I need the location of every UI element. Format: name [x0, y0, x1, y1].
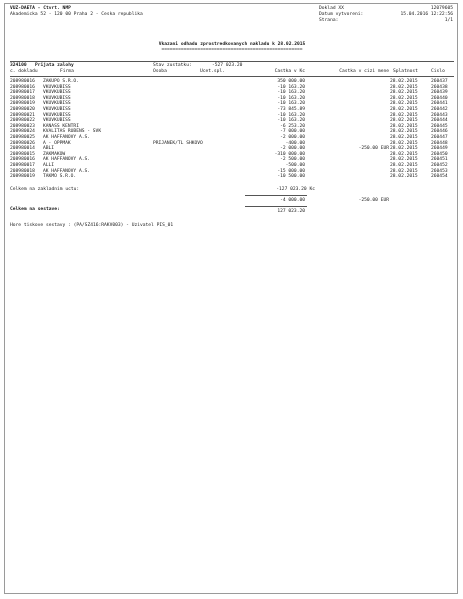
row-cislo: 260446 [431, 129, 448, 135]
row-cislo: 260444 [431, 118, 448, 124]
row-doc: 208980014 [10, 146, 35, 152]
row-cislo: 260454 [431, 174, 448, 180]
row-cislo: 260438 [431, 84, 448, 90]
account-total-value: -127 023.20 Kc [276, 187, 315, 192]
row-cislo: 260447 [431, 135, 448, 140]
row-cislo: 260437 [431, 79, 448, 84]
account-code: 324100 [10, 63, 27, 68]
col-cislo: Cislo [431, 69, 445, 74]
row-firma: VKUVKUBISS [43, 112, 71, 118]
grand-total-value: 127 023.20 [277, 209, 305, 214]
row-castka: -10 500.00 [277, 174, 305, 180]
meta-datum: 15.04.2016 12:22:56 [400, 12, 453, 17]
col-firma: Firma [60, 69, 74, 74]
col-castka: Castka v Kc [274, 69, 305, 74]
row-castka: -10 163.20 [277, 84, 305, 90]
row-doc: 208980022 [10, 118, 35, 124]
row-cislo: 260448 [431, 140, 448, 146]
row-castka: -15 000.00 [277, 168, 305, 174]
row-splatnost: 28.02.2015 [390, 135, 418, 140]
row-splatnost: 28.02.2015 [390, 151, 418, 157]
row-doc: 208980020 [10, 107, 35, 112]
row-mena: -250.00 EUR [358, 146, 389, 152]
col-ucet: Ucet.spl. [200, 69, 225, 74]
balance-value: -527 023.20 [212, 63, 243, 68]
report-title: Vkazani odhadu zprostredkovanych nakladu k 28.02.2015 [158, 42, 306, 47]
row-firma: AK HAFFANOVY A.S. [43, 135, 91, 140]
row-castka: -2 000.00 [280, 146, 305, 152]
row-castka: -500.00 [285, 163, 305, 168]
row-doc: 208980016 [10, 84, 35, 90]
row-doc: 208980025 [10, 135, 35, 140]
account-top-rule [10, 61, 454, 62]
meta-label-doklad: Doklad XX [319, 6, 344, 11]
row-doc: 208980018 [10, 168, 35, 174]
meta-strana: 1/1 [444, 18, 453, 23]
row-splatnost: 28.02.2015 [390, 123, 418, 129]
col-splatnost: Splatnost [393, 69, 418, 74]
row-cislo: 260452 [431, 163, 448, 168]
col-mena: Castka v cizi mene [339, 69, 389, 74]
row-splatnost: 28.02.2015 [390, 79, 418, 84]
row-firma: VKUVKUBISS [43, 107, 71, 112]
report-title-underline: =================================================== [161, 47, 303, 52]
subtotal-mena: -250.00 EUR [358, 198, 389, 203]
row-splatnost: 28.02.2015 [390, 157, 418, 163]
row-doc: 208980019 [10, 174, 35, 180]
row-doc: 208980017 [10, 163, 35, 168]
row-firma: VKUVKUBISS [43, 118, 71, 124]
grand-total-rule [245, 206, 307, 207]
subtotal-value: -4 000.00 [280, 198, 305, 203]
company-address: Akademicka 52 - 120 00 Praha 2 - Ceska republika [10, 12, 143, 17]
meta-label-strana: Strana: [319, 18, 339, 23]
row-doc: 208980024 [10, 129, 35, 135]
row-cislo: 260443 [431, 112, 448, 118]
row-doc: 208980021 [10, 112, 35, 118]
balance-label: Stav zustatku: [153, 63, 192, 68]
row-firma: ALLI [43, 163, 55, 168]
row-splatnost: 28.02.2015 [390, 118, 418, 124]
row-castka: -2 000.00 [280, 135, 305, 140]
row-cislo: 260449 [431, 146, 448, 152]
row-firma: KANASS KENTRI [43, 123, 79, 129]
row-cislo: 260451 [431, 157, 448, 163]
col-osoba: Osoba [153, 69, 167, 74]
row-castka: -10 163.20 [277, 95, 305, 101]
row-doc: 208980018 [10, 95, 35, 101]
row-firma: VKUVKUBISS [43, 90, 71, 96]
meta-code: 12079605 [430, 6, 453, 11]
row-splatnost: 28.02.2015 [390, 174, 418, 180]
row-splatnost: 28.02.2015 [390, 95, 418, 101]
row-firma: A - OPPMAK [43, 140, 71, 146]
meta-label-datum: Datum vytvoreni: [319, 12, 364, 17]
row-cislo: 260441 [431, 101, 448, 107]
row-firma: VKUVKUBISS [43, 101, 71, 107]
row-firma: TAKMO S.R.O. [43, 174, 77, 180]
row-splatnost: 28.02.2015 [390, 84, 418, 90]
row-castka: 350 000.00 [277, 79, 305, 84]
row-splatnost: 28.02.2015 [390, 107, 418, 112]
footer-note: Hore tiskove sestavy : (PA/SZ416:RAKV003) - Uzivatel PIS_01 [10, 223, 174, 228]
subtotal-rule [245, 195, 307, 196]
account-name: Prijata zalohy [35, 63, 74, 68]
row-splatnost: 28.02.2015 [390, 146, 418, 152]
row-firma: AK HAFFANOVY A.S. [43, 168, 91, 174]
row-doc: 208980016 [10, 79, 35, 84]
row-splatnost: 28.02.2015 [390, 129, 418, 135]
row-cislo: 260453 [431, 168, 448, 174]
row-cislo: 260442 [431, 107, 448, 112]
grand-total-label: Celkem na sestave: [10, 207, 60, 212]
row-castka: -73 845.89 [277, 107, 305, 112]
row-splatnost: 28.02.2015 [390, 101, 418, 107]
row-castka: -6 253.20 [280, 123, 305, 129]
row-splatnost: 28.02.2015 [390, 168, 418, 174]
row-doc: 208980019 [10, 101, 35, 107]
row-firma: KVALITAS RUBENS - SVK [43, 129, 102, 135]
col-doc: c. dokladu [10, 69, 38, 74]
row-castka: -10 163.20 [277, 90, 305, 96]
row-castka: -2 500.00 [280, 157, 305, 163]
row-doc: 208980026 [10, 140, 35, 146]
account-total-label: Celkem na zakladnim uctu: [10, 187, 80, 192]
row-castka: -310 000.00 [274, 151, 305, 157]
row-doc: 208980023 [10, 123, 35, 129]
row-doc: 208980017 [10, 90, 35, 96]
row-castka: -400.00 [285, 140, 305, 146]
row-splatnost: 28.02.2015 [390, 112, 418, 118]
row-firma: ZAKMAKOW [43, 151, 66, 157]
row-cislo: 260445 [431, 123, 448, 129]
row-firma: AK HAFFANOVY A.S. [43, 157, 91, 163]
row-splatnost: 28.02.2015 [390, 163, 418, 168]
row-castka: -10 163.20 [277, 112, 305, 118]
row-splatnost: 28.02.2015 [390, 90, 418, 96]
company-name: VUZ-DAETA - Ctvrt. NMP [10, 6, 71, 11]
row-doc: 208980016 [10, 157, 35, 163]
row-firma: VKUVKUBISS [43, 84, 71, 90]
row-firma: ABLI [43, 146, 55, 152]
row-doc: 208980015 [10, 151, 35, 157]
row-castka: -10 163.20 [277, 118, 305, 124]
column-header-rule [10, 76, 454, 77]
report-page [4, 3, 458, 594]
row-cislo: 260450 [431, 151, 448, 157]
row-cislo: 260439 [431, 90, 448, 96]
row-castka: -7 000.00 [280, 129, 305, 135]
row-firma: ZAKUPO S.R.O. [43, 79, 79, 84]
row-osoba: PRIJANEK/TL SHKOVO [153, 140, 203, 146]
row-castka: -10 163.20 [277, 101, 305, 107]
row-cislo: 260440 [431, 95, 448, 101]
row-splatnost: 28.02.2015 [390, 140, 418, 146]
row-firma: VKUVKUBISS [43, 95, 71, 101]
